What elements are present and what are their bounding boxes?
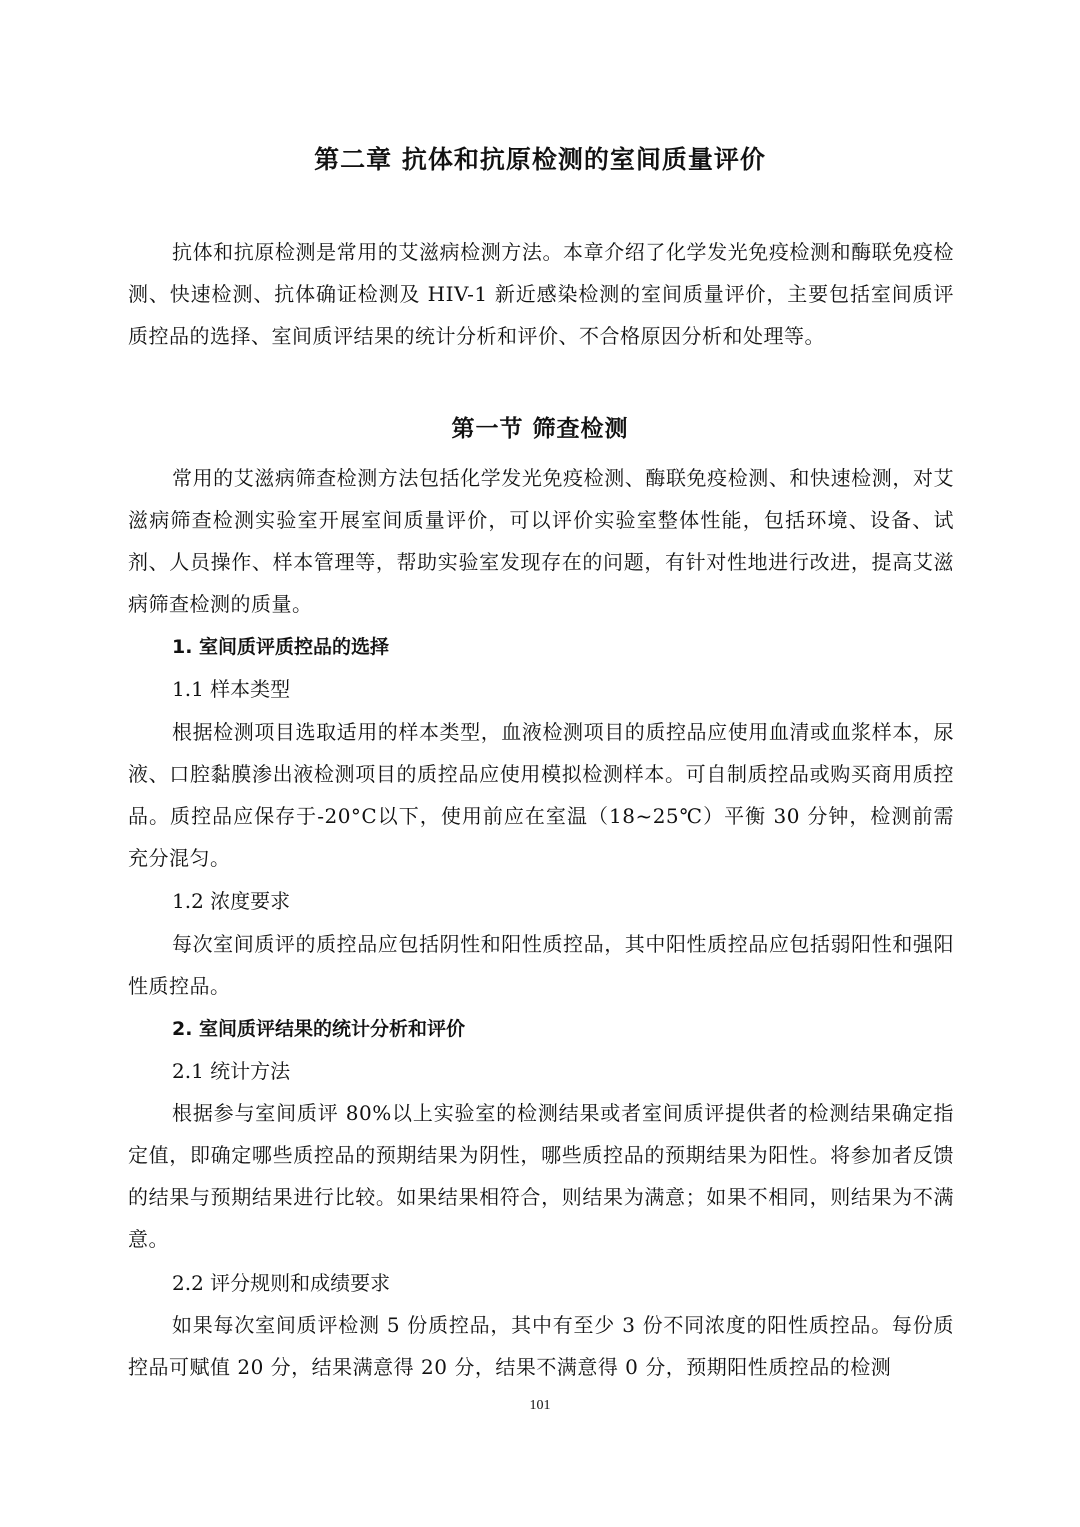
- subheading-1-1: 1.1 样本类型: [172, 677, 291, 701]
- page-number: 101: [529, 1398, 551, 1413]
- subheading-2-2: 2.2 评分规则和成绩要求: [172, 1271, 391, 1295]
- section-title: 第一节 筛查检测: [451, 416, 629, 442]
- paragraph-1-2: 每次室间质评的质控品应包括阴性和阳性质控品，其中阳性质控品应包括弱阳性和强阳性质控品。: [128, 932, 954, 998]
- subheading-1-2: 1.2 浓度要求: [172, 889, 291, 913]
- heading-1: 1. 室间质评质控品的选择: [172, 636, 390, 658]
- subheading-2-1: 2.1 统计方法: [172, 1059, 291, 1083]
- paragraph-2-2: 如果每次室间质评检测 5 份质控品，其中有至少 3 份不同浓度的阳性质控品。每份质控品可赋值 20 分，结果满意得 20 分，结果不满意得 0 分，预期阳性质控品的检测: [128, 1313, 954, 1379]
- heading-2: 2. 室间质评结果的统计分析和评价: [172, 1018, 466, 1040]
- paragraph-2-1: 根据参与室间质评 80%以上实验室的检测结果或者室间质评提供者的检测结果确定指定值，即确定哪些质控品的预期结果为阴性，哪些质控品的预期结果为阳性。将参加者反馈的结果与预期结果进行比较。如果结果相符合，则结果为满意；如果不相同，则结果为不满意。: [128, 1101, 954, 1251]
- section-intro-paragraph: 常用的艾滋病筛查检测方法包括化学发光免疫检测、酶联免疫检测、和快速检测，对艾滋病筛查检测实验室开展室间质量评价，可以评价实验室整体性能，包括环境、设备、试剂、人员操作、样本管理等，帮助实验室发现存在的问题，有针对性地进行改进，提高艾滋病筛查检测的质量。: [128, 466, 954, 616]
- chapter-intro-paragraph: 抗体和抗原检测是常用的艾滋病检测方法。本章介绍了化学发光免疫检测和酶联免疫检测、快速检测、抗体确证检测及 HIV-1 新近感染检测的室间质量评价，主要包括室间质评质控品的选择、室间质评结果的统计分析和评价、不合格原因分析和处理等。: [128, 240, 954, 348]
- paragraph-1-1: 根据检测项目选取适用的样本类型，血液检测项目的质控品应使用血清或血浆样本，尿液、口腔黏膜渗出液检测项目的质控品应使用模拟检测样本。可自制质控品或购买商用质控品。质控品应保存于-20°C以下，使用前应在室温（18~25℃）平衡 30 分钟，检测前需充分混匀。: [128, 720, 954, 870]
- chapter-title: 第二章 抗体和抗原检测的室间质量评价: [314, 145, 766, 174]
